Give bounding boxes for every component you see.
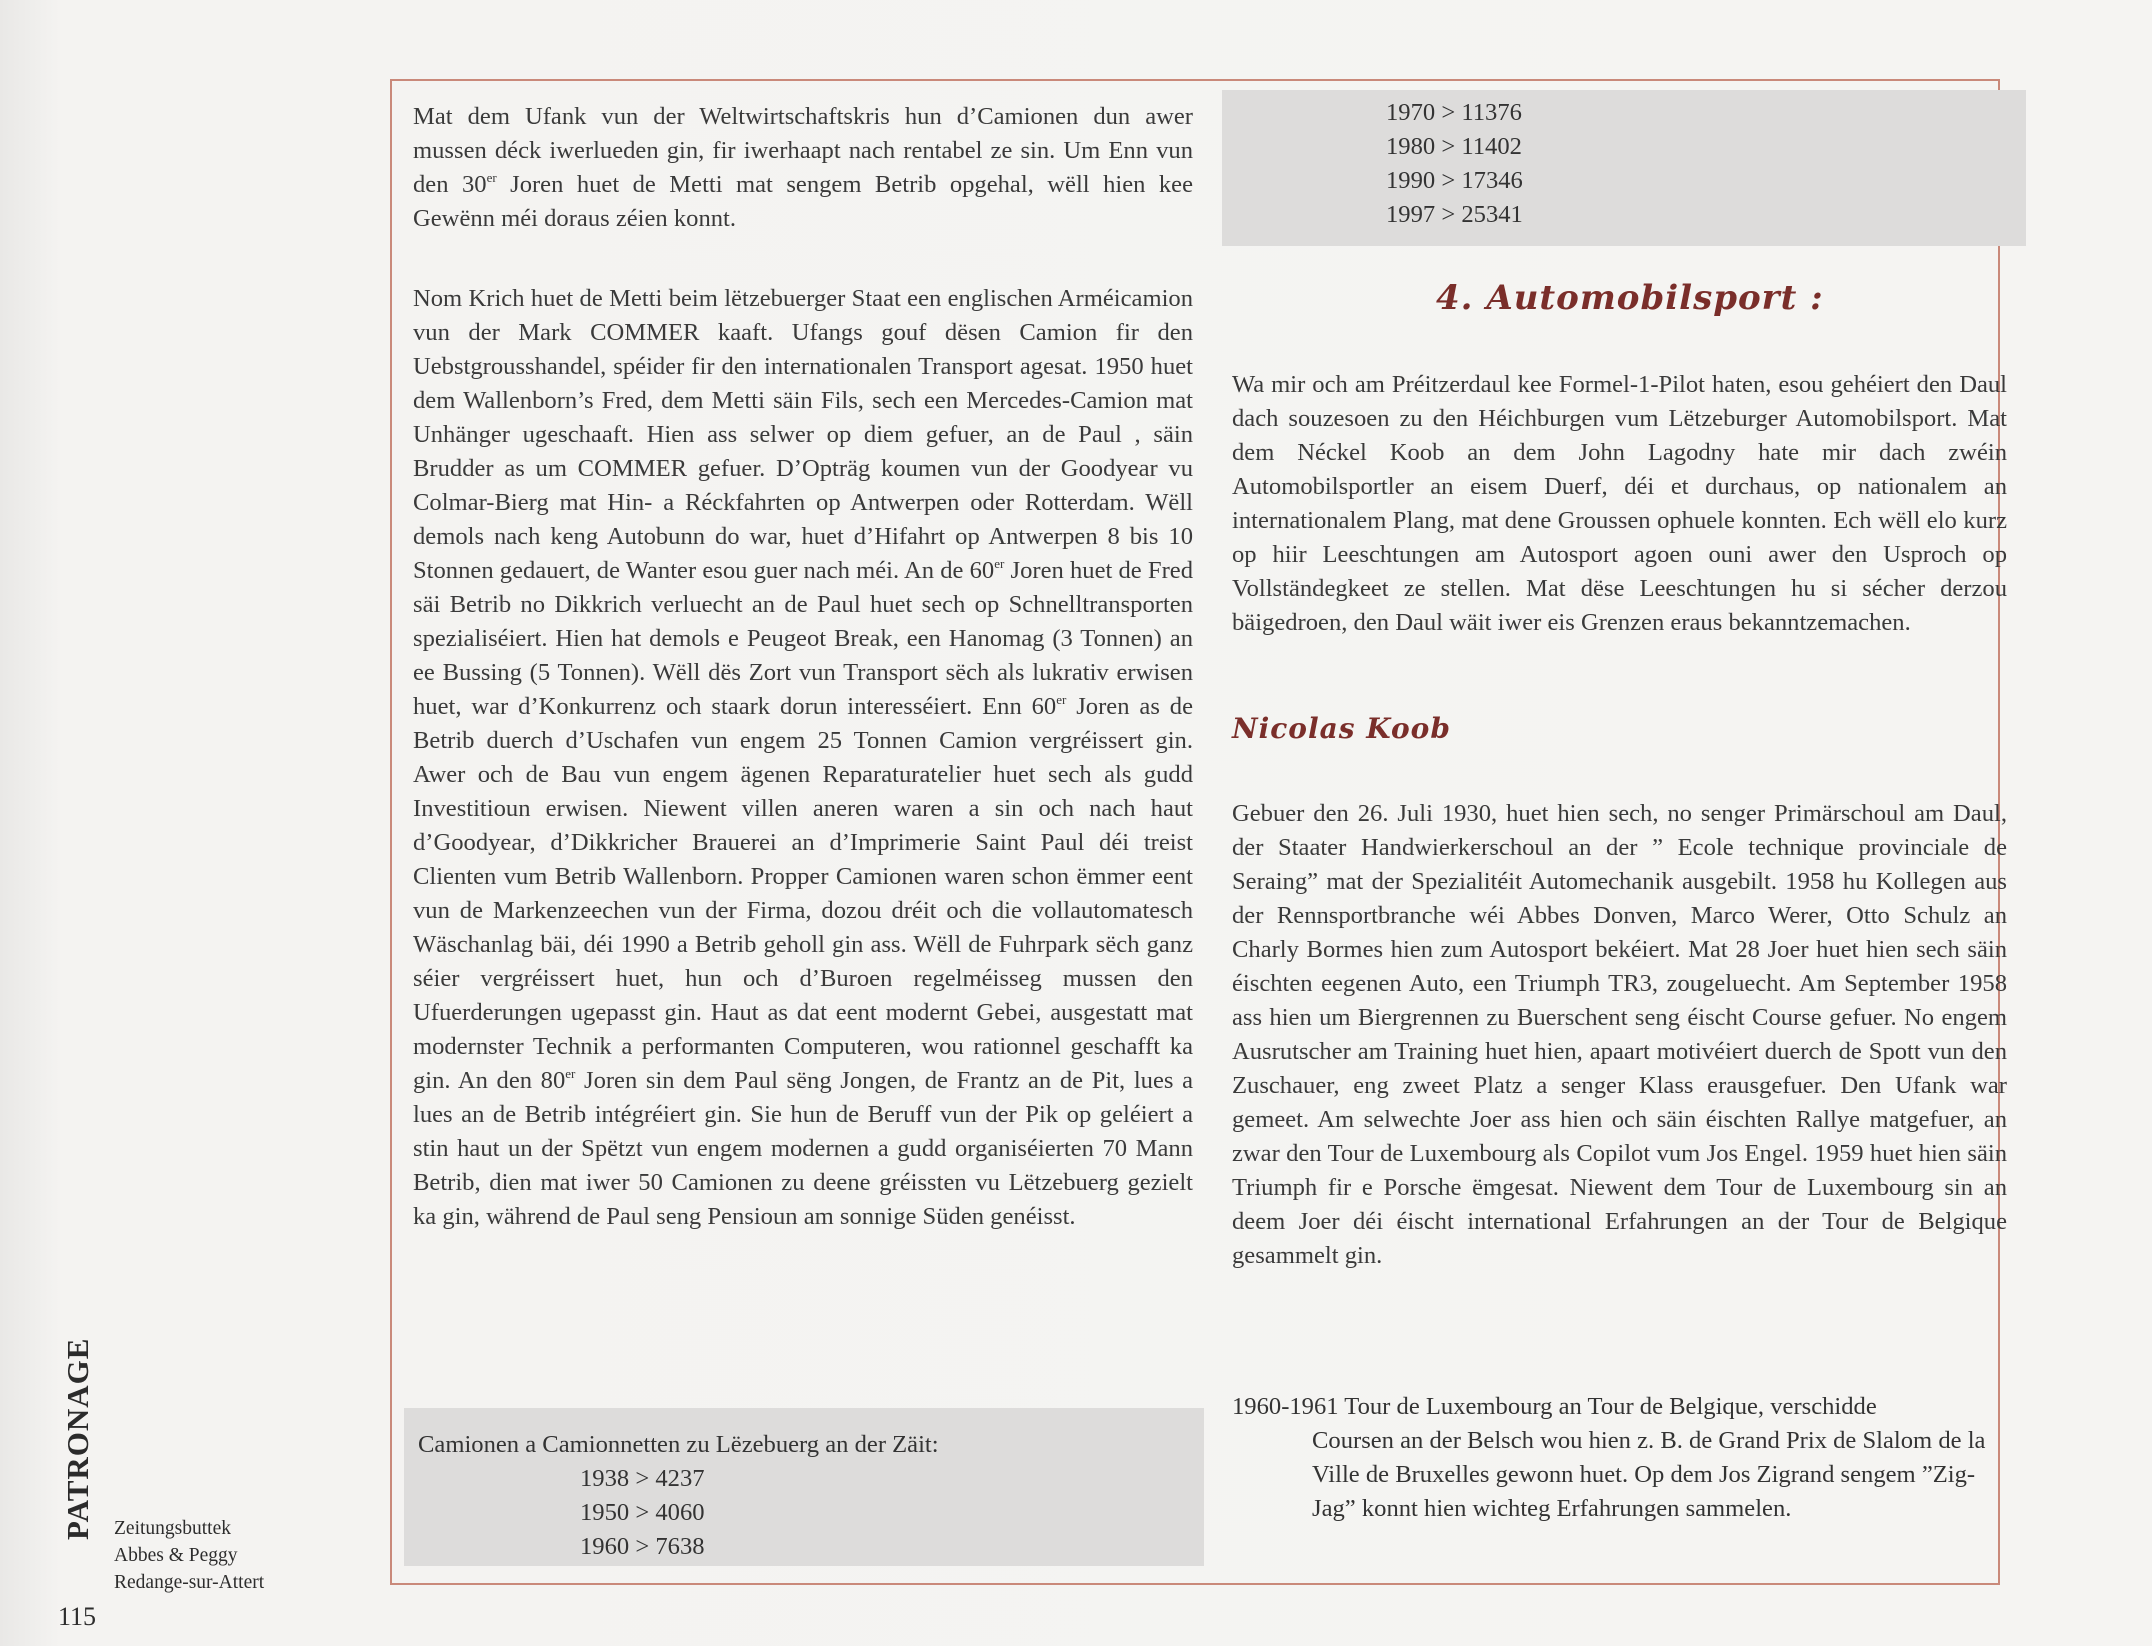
- result-year: 1960-1961: [1232, 1393, 1339, 1420]
- superscript: er: [565, 1066, 576, 1081]
- superscript: er: [1056, 692, 1067, 707]
- stats-caption: Camionen a Camionnetten zu Lëzebuerg an der Zäit:: [418, 1431, 939, 1458]
- para-text: Mat dem Ufank vun der Weltwirtschaftskris hun d’Camionen dun awer mussen déck iwerlueden gin, fir iwerhaapt nach rentabel ze sin. Um Enn vun den 30: [413, 103, 1193, 198]
- nicolas-koob-bio-block: [1232, 797, 2007, 1273]
- para-text: Joren huet de Fred säi Betrib no Dikkrich verluecht an de Paul huet sech op Schnelltransporten spezialiséiert. Hien hat demols e Peugeot Break, een Hanomag (3 Tonnen) an ee Bussing (5 Tonnen). Wëll dës Zort vun Transport sëch als lukrativ erwisen huet, war d’Konkurrenz och staark dorun interesséiert. Enn 60: [413, 557, 1193, 720]
- stats-row: 1960 > 7638: [580, 1533, 705, 1560]
- para-text: Joren as de Betrib duerch d’Uschafen vun engem 25 Tonnen Camion vergréissert gin. Awer och de Bau vun engem ägenen Reparaturatelier huet sech als gudd Investitioun erwisen. Niewent villen aneren waren a sin och nach haut d’Goodyear, d’Dikkricher Brauerei an d’Imprimerie Saint Paul déi treist Clienten vum Betrib Wallenborn. Propper Camionen waren schon ëmmer eent vun de Markenzeechen vun der Firma, dozou dréit och die vollautomatesch Wäschanlag bäi, déi 1990 a Betrib geholl gin ass. Wëll de Fuhrpark sëch ganz séier vergréissert huet, hun och d’Buroen regelméisseg mussen den Ufuerderungen ugepasst gin. Haut as dat eent modernt Gebei, ausgestatt mat modernster Technik a performanten Computeren, wou rationnel geschafft ka gin. An den 80: [413, 693, 1193, 1094]
- section-heading: 4. Automobilsport :: [1436, 278, 1824, 318]
- paragraph-intro: [413, 100, 1193, 236]
- stats-row: 1980 > 11402: [1386, 133, 1522, 160]
- result-continuation: Coursen an der Belsch wou hien z. B. de Grand Prix de Slalom de la Ville de Bruxelles gewonn huet. Op dem Jos Zigrand sengem ”Zig-Jag” konnt hien wichteg Erfahrungen sammelen.: [1312, 1427, 1986, 1522]
- left-column: [413, 100, 1193, 1234]
- automobilsport-intro-block: [1232, 368, 2007, 640]
- result-entry: [1232, 1390, 2002, 1526]
- result-first-line: Tour de Luxembourg an Tour de Belgique, verschidde: [1338, 1393, 1877, 1420]
- paragraph-nicolas-koob-bio: Gebuer den 26. Juli 1930, huet hien sech, no senger Primärschoul am Daul, der Staater Handwierkerschoul an der ” Ecole technique provinciale de Seraing” mat der Spezialitéit Automechanik ausgebilt. 1958 hu Kollegen aus der Rennsportbranche wéi Abbes Donven, Marco Werer, Otto Schulz an Charly Bormes hien zum Autosport bekéiert. Mat 28 Joer huet hien sech säin éischten eegenen Auto, een Triumph TR3, zougeluecht. Am September 1958 ass hien um Biergrennen zu Buerschent seng éischt Course gefuer. No engem Ausrutscher am Training huet hien, apaart motivéiert duerch de Spott vun den Zuschauer, eng zweet Platz a senger Klass erausgefuer. Den Ufank war gemeet. Am selwechte Joer ass hien och säin éischten Rallye matgefuer, an zwar den Tour de Luxembourg als Copilot vum Jos Engel. 1959 huet hien säin Triumph fir e Porsche ëmgesat. Niewent dem Tour de Luxembourg sin an deem Joer déi éischt international Erfahrungen an der Tour de Belgique gesammelt gin.: [1232, 800, 2007, 1269]
- stats-row: 1970 > 11376: [1386, 99, 1522, 126]
- stats-box-left: [404, 1408, 1204, 1566]
- superscript: er: [994, 556, 1005, 571]
- para-text: Nom Krich huet de Metti beim lëtzebuerger Staat een englischen Arméicamion vun der Mark COMMER kaaft. Ufangs gouf dësen Camion fir den Uebstgrousshandel, spéider fir den internationalen Transport agesat. 1950 huet dem Wallenborn’s Fred, dem Metti säin Fils, sech een Mercedes-Camion mat Unhänger ugeschaaft. Hien ass selwer op diem gefuer, an de Paul , säin Brudder as um COMMER gefuer. D’Opträg koumen vun der Goodyear vu Colmar-Bierg mat Hin- a Réckfahrten op Antwerpen oder Rotterdam. Wëll demols nach keng Autobunn do war, huet d’Hifahrt op Antwerpen 8 bis 10 Stonnen gedauert, de Wanter esou guer nach méi. An de 60: [413, 285, 1193, 584]
- sponsor-line: Redange-sur-Attert: [114, 1572, 265, 1593]
- section-subheading: Nicolas Koob: [1232, 712, 1451, 745]
- sponsor-line: Zeitungsbuttek: [114, 1518, 231, 1539]
- stats-row: 1950 > 4060: [580, 1499, 705, 1526]
- stats-row: 1990 > 17346: [1386, 167, 1523, 194]
- para-text: Joren sin dem Paul sëng Jongen, de Frantz an de Pit, lues a lues an de Betrib intégréiert gin. Sie hun de Beruff vun der Pik op geléiert a stin haut un der Spëtzt vun engem modernen a gudd organiséierten 70 Mann Betrib, dien mat iwer 50 Camionen zu deene gréissten vu Lëtzebuerg gezielt ka gin, während de Paul seng Pensioun am sonnige Süden genéisst.: [413, 1067, 1193, 1230]
- paragraph-wallenborn-history: [413, 282, 1193, 1234]
- vertical-title: PATRONAGE: [60, 1337, 95, 1540]
- superscript: er: [486, 170, 497, 185]
- stats-row: 1997 > 25341: [1386, 201, 1523, 228]
- para-text: Joren huet de Metti mat sengem Betrib opgehal, wëll hien kee Gewënn méi doraus zéien konnt.: [413, 171, 1193, 232]
- page-number: 115: [58, 1602, 97, 1631]
- stats-row: 1938 > 4237: [580, 1465, 705, 1492]
- stats-box-right: [1222, 90, 2026, 246]
- paragraph-automobilsport-intro: Wa mir och am Préitzerdaul kee Formel-1-Pilot haten, esou gehéiert den Daul dach souzesoen zu den Héichburgen vum Lëtzeburger Automobilsport. Mat dem Néckel Koob an dem John Lagodny hate mir dach zwéin Automobilsportler an eisem Duerf, déi et durchaus, op nationalem an internationalem Plang, mat dene Groussen ophuele konnten. Ech wëll elo kurz op hiir Leeschtungen am Autosport agoen ouni awer den Usproch op Vollständegkeet ze stellen. Mat dëse Leeschtungen hu si sécher derzou bäigedroen, den Daul wäit iwer eis Grenzen eraus bekanntzemachen.: [1232, 371, 2007, 636]
- sponsor-block: [114, 1515, 264, 1596]
- sponsor-line: Abbes & Peggy: [114, 1545, 238, 1566]
